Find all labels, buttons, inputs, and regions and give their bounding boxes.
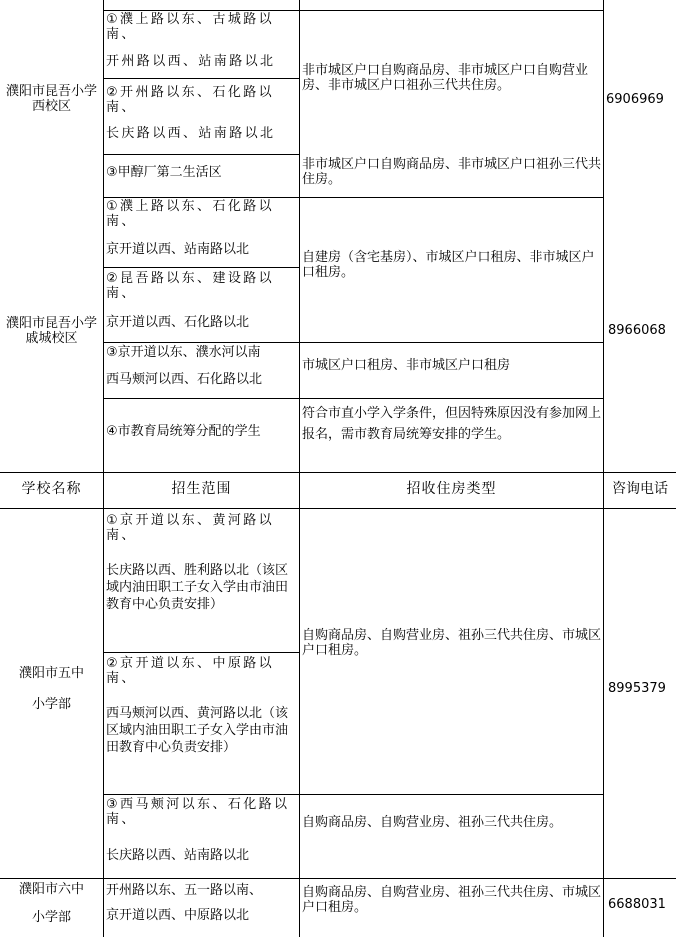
school-name-cell: 濮阳市五中 — [18, 666, 84, 681]
scope-cell: 京开道以西、站南路以北 — [106, 242, 250, 257]
header-school-name: 学校名称 — [21, 481, 82, 497]
housing-type-cell: 自购商品房、自购营业房、祖孙三代共住房、市城区户口租房。 — [302, 885, 602, 915]
school-name-cell: 小学部 — [31, 910, 71, 925]
school-name-cell: 小学部 — [31, 697, 71, 712]
grid-line — [103, 342, 604, 343]
header-scope: 招生范围 — [171, 481, 232, 497]
housing-type-cell: 符合市直小学入学条件，但因特殊原因没有参加网上报名，需市教育局统筹安排的学生。 — [302, 406, 602, 442]
phone-cell: 8966068 — [608, 323, 666, 338]
grid-line — [103, 154, 300, 155]
scope-cell: 京开道以西、石化路以北 — [106, 315, 250, 330]
scope-cell: ③甲醇厂第二生活区 — [106, 165, 222, 180]
grid-line — [103, 10, 300, 11]
housing-type-cell: 自建房（含宅基房）、市城区户口租房、非市城区户口租房。 — [302, 250, 595, 280]
grid-line — [299, 10, 604, 11]
housing-type-cell: 市城区户口租房、非市城区户口租房 — [302, 358, 511, 373]
grid-line — [103, 0, 104, 937]
phone-cell: 6688031 — [608, 897, 666, 912]
housing-type-cell: 非市城区户口自购商品房、非市城区户口自购营业房、非市城区户口祖孙三代共住房。 — [302, 63, 589, 93]
scope-cell: 开州路以西、站南路以北 — [106, 54, 276, 69]
grid-line — [0, 472, 676, 473]
scope-cell: ④市教育局统筹分配的学生 — [106, 424, 261, 439]
scope-cell: ①濮上路以东、古城路以南、 — [106, 12, 275, 42]
housing-type-cell: 自购商品房、自购营业房、祖孙三代共住房、市城区户口租房。 — [302, 628, 602, 658]
header-phone: 咨询电话 — [612, 481, 668, 497]
scope-cell: 开州路以东、五一路以南、 — [106, 883, 263, 898]
scope-cell: ③京开道以东、濮水河以南 — [106, 345, 261, 360]
grid-line — [103, 78, 300, 79]
scope-cell: ②昆吾路以东、建设路以南、 — [106, 271, 275, 301]
grid-line — [0, 878, 676, 879]
scope-cell: ③西马颊河以东、石化路以南、 — [106, 797, 290, 827]
scope-cell: 京开道以西、中原路以北 — [106, 908, 250, 923]
housing-type-cell: 非市城区户口自购商品房、非市城区户口祖孙三代共住房。 — [302, 157, 602, 187]
scope-cell: 长庆路以西、站南路以北 — [106, 848, 250, 863]
school-name-cell: 濮阳市六中 — [18, 882, 84, 897]
school-name-cell: 濮阳市昆吾小学西校区 — [5, 84, 97, 114]
grid-line — [103, 267, 300, 268]
scope-cell: ②开州路以东、石化路以南、 — [106, 85, 275, 115]
grid-line — [103, 794, 604, 795]
scope-cell: 西马颊河以西、石化路以北 — [106, 372, 263, 387]
phone-cell: 6906969 — [606, 92, 664, 107]
scope-cell: ①京开道以东、黄河路以南、 — [106, 513, 275, 543]
grid-line — [603, 0, 604, 937]
grid-line — [103, 398, 604, 399]
scope-cell: 长庆路以西、胜利路以北（该区域内油田职工子女入学由市油田教育中心负责安排） — [106, 563, 289, 612]
scope-cell: ②京开道以东、中原路以南、 — [106, 656, 275, 686]
header-housing-type: 招收住房类型 — [406, 481, 497, 497]
scope-cell: 长庆路以西、站南路以北 — [106, 126, 276, 141]
grid-line — [103, 197, 604, 198]
grid-line — [299, 0, 300, 937]
housing-type-cell: 自购商品房、自购营业房、祖孙三代共住房。 — [302, 815, 563, 830]
grid-line — [103, 652, 300, 653]
scope-cell: 西马颊河以西、黄河路以北（该区域内油田职工子女入学由市油田教育中心负责安排） — [106, 706, 289, 755]
grid-line — [0, 508, 676, 509]
school-name-cell: 濮阳市昆吾小学戚城校区 — [5, 316, 97, 346]
phone-cell: 8995379 — [608, 681, 666, 696]
scope-cell: ①濮上路以东、石化路以南、 — [106, 199, 275, 229]
